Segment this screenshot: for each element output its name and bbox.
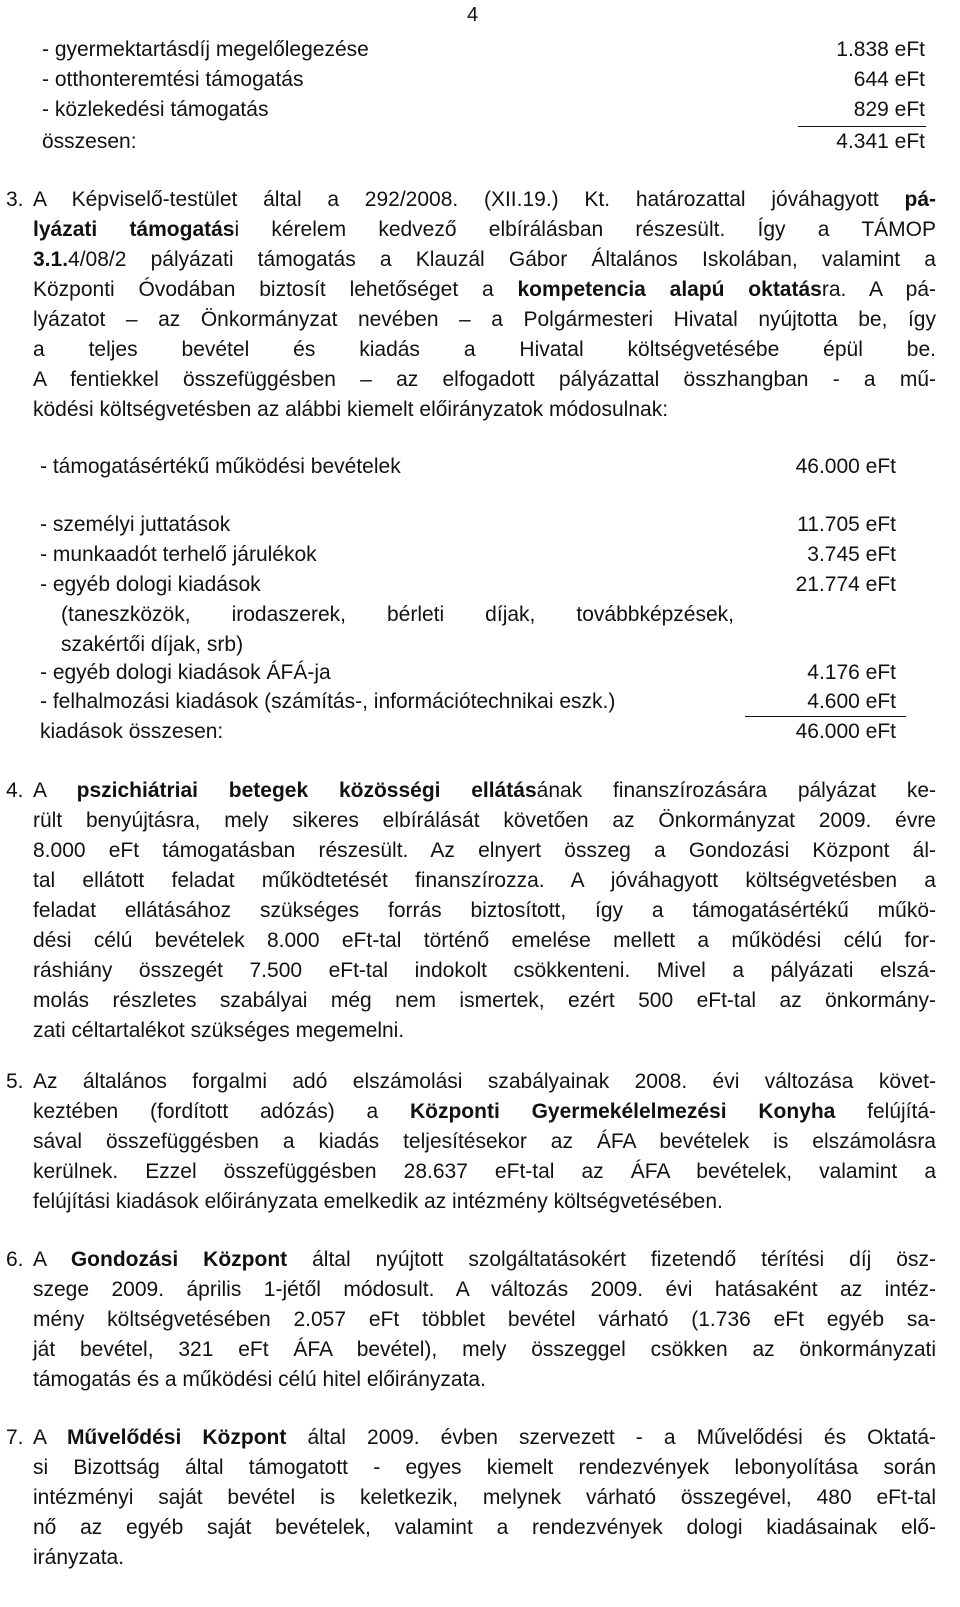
paragraph-line: [33, 836, 936, 866]
text-run: ának finanszírozására pályázat ke-: [536, 779, 936, 802]
text-run: 3.1.: [33, 248, 69, 271]
text-run: zati céltartalékot szükséges megemelni.: [33, 1019, 405, 1042]
text-run: A Képviselő-testület által a 292/2008. (XII.19.) Kt. határozattal jóváhagyott: [33, 188, 905, 211]
list-item-amount: 11.705 eFt: [797, 513, 896, 536]
paragraph-line: [33, 1483, 936, 1513]
paragraph-line: [33, 776, 936, 806]
text-run: irányzata.: [33, 1546, 125, 1569]
paragraph-line: [33, 1305, 936, 1335]
text-run: ját bevétel, 321 eFt ÁFA bevétel), mely összeggel csökken az önkormányzati: [33, 1338, 936, 1361]
text-run: által 2009. évben szervezett - a Művelődési és Oktatá-: [286, 1426, 936, 1449]
text-run: si Bizottság által támogatott - egyes kiemelt rendezvények lebonyolítása során: [33, 1456, 936, 1479]
paragraph-line: [33, 866, 936, 896]
paragraph-line: [33, 1513, 936, 1543]
paragraph-line: [33, 335, 936, 365]
paragraph-line: [33, 1127, 936, 1157]
list-item-amount: 4.176 eFt: [807, 661, 896, 684]
list-item-label: - egyéb dologi kiadások ÁFÁ-ja: [40, 661, 331, 684]
text-run: pá-: [904, 188, 936, 211]
list-item-label: - felhalmozási kiadások (számítás-, információtechnikai eszk.): [40, 690, 616, 713]
section-6-text: [33, 1245, 936, 1395]
list-note: szakértői díjak, srb): [61, 633, 244, 656]
paragraph-line: [33, 185, 936, 215]
text-run: i kérelem kedvező elbírálásban részesült. Így a TÁMOP: [234, 218, 936, 241]
text-run: Művelődési Központ: [66, 1426, 287, 1449]
text-run: 4/08/2 pályázati támogatás a Klauzál Gábor Általános Iskolában, valamint a: [68, 248, 936, 271]
list-item-amount: 3.745 eFt: [807, 543, 896, 566]
paragraph-line: [33, 896, 936, 926]
text-run: intézményi saját bevétel is keletkezik, melynek várható összegével, 480 eFt-tal: [33, 1486, 936, 1509]
list-total-label: összesen:: [42, 130, 137, 153]
paragraph-line: [33, 1157, 936, 1187]
text-run: a teljes bevétel és kiadás a Hivatal költségvetésébe épül be.: [33, 338, 936, 361]
list-note: [61, 600, 734, 630]
text-run: pszichiátriai betegek közösségi ellátás: [76, 779, 537, 802]
text-run: mény költségvetésében 2.057 eFt többlet bevétel várható (1.736 eFt egyéb sa-: [33, 1308, 936, 1331]
text-run: szege 2009. április 1-jétől módosult. A változás 2009. évi hatásaként az intéz-: [33, 1278, 936, 1301]
paragraph-line: [33, 245, 936, 275]
paragraph-line: [33, 275, 936, 305]
text-run: kompetencia alapú oktatás: [517, 278, 822, 301]
list-item-amount: 21.774 eFt: [795, 573, 896, 596]
text-run: Gondozási Központ: [70, 1248, 288, 1271]
section-5-number: 5.: [6, 1070, 24, 1093]
page-number: 4: [467, 4, 479, 26]
text-run: feladat ellátásához szükséges forrás biztosított, így a támogatásértékű műkö-: [33, 899, 936, 922]
list-note-line: (taneszközök, irodaszerek, bérleti díjak, továbbképzések,: [61, 603, 734, 626]
list-total-amount: 46.000 eFt: [795, 720, 896, 743]
list-item-label: - támogatásértékű működési bevételek: [40, 455, 401, 478]
text-run: sával összefüggésben a kiadás teljesítésekor az ÁFA bevételek is elszámolásra: [33, 1130, 936, 1153]
text-run: rült benyújtásra, mely sikeres elbírálását követően az Önkormányzat 2009. évre: [33, 809, 936, 832]
paragraph-line: [33, 806, 936, 836]
text-run: lyázatot – az Önkormányzat nevében – a Polgármesteri Hivatal nyújtotta be, így: [33, 308, 936, 331]
text-run: lyázati támogatás: [33, 218, 235, 241]
section-7-text: [33, 1423, 936, 1573]
paragraph-line: [33, 1016, 936, 1046]
list-total-amount: 4.341 eFt: [836, 130, 925, 153]
paragraph-line: [33, 1187, 936, 1217]
list-item-amount: 644 eFt: [853, 68, 925, 91]
paragraph-line: [33, 1245, 936, 1275]
section-7-number: 7.: [6, 1426, 24, 1449]
text-run: nő az egyéb saját bevételek, valamint a rendezvények dologi kiadásainak elő-: [33, 1516, 936, 1539]
text-run: A fentiekkel összefüggésben – az elfogadott pályázattal összhangban - a mű-: [33, 368, 936, 391]
section-4-number: 4.: [6, 779, 24, 802]
list-item-amount: 4.600 eFt: [807, 690, 896, 713]
list-item-label: - egyéb dologi kiadások: [40, 573, 261, 596]
list-item-label: - munkaadót terhelő járulékok: [40, 543, 317, 566]
text-run: kerülnek. Ezzel összefüggésben 28.637 eFt-tal az ÁFA bevételek, valamint a: [33, 1160, 936, 1183]
paragraph-line: [33, 1275, 936, 1305]
list-total-label: kiadások összesen:: [40, 720, 224, 743]
paragraph-line: [33, 395, 936, 425]
text-run: Központi Óvodában biztosít lehetőséget a: [33, 278, 518, 301]
text-run: A: [33, 1426, 67, 1449]
paragraph-line: [33, 1423, 936, 1453]
paragraph-line: [33, 365, 936, 395]
text-run: dési célú bevételek 8.000 eFt-tal történő emelése mellett a működési célú for-: [33, 929, 936, 952]
paragraph-line: [33, 956, 936, 986]
paragraph-line: [33, 1335, 936, 1365]
section-3-number: 3.: [6, 188, 24, 211]
list-item-label: - gyermektartásdíj megelőlegezése: [42, 38, 369, 61]
list-item-label: - otthonteremtési támogatás: [42, 68, 304, 91]
text-run: keztében (fordított adózás) a: [33, 1100, 410, 1123]
text-run: A: [33, 1248, 71, 1271]
text-run: 8.000 eFt támogatásban részesült. Az elnyert összeg a Gondozási Központ ál-: [33, 839, 936, 862]
text-run: A: [33, 779, 77, 802]
paragraph-line: [33, 1097, 936, 1127]
list-item-amount: 829 eFt: [853, 98, 925, 121]
section-6-number: 6.: [6, 1248, 24, 1271]
paragraph-line: [33, 926, 936, 956]
text-run: által nyújtott szolgáltatásokért fizetendő térítési díj ösz-: [287, 1248, 936, 1271]
text-run: tal ellátott feladat működtetését finanszírozza. A jóváhagyott költségvetésben a: [33, 869, 936, 892]
list-item-label: - közlekedési támogatás: [42, 98, 269, 121]
paragraph-line: [33, 986, 936, 1016]
text-run: felújítási kiadások előirányzata emelkedik az intézmény költségvetésében.: [33, 1190, 723, 1213]
list-item-amount: 1.838 eFt: [836, 38, 925, 61]
list-item-amount: 46.000 eFt: [795, 455, 896, 478]
section-5-text: [33, 1067, 936, 1217]
section-3-text: [33, 185, 936, 425]
section-4-text: [33, 776, 936, 1046]
text-run: ra. A pá-: [821, 278, 937, 301]
paragraph-line: [33, 305, 936, 335]
text-run: Az általános forgalmi adó elszámolási szabályainak 2008. évi változása követ-: [33, 1070, 936, 1093]
paragraph-line: [33, 215, 936, 245]
paragraph-line: [33, 1543, 936, 1573]
paragraph-line: [33, 1067, 936, 1097]
text-run: támogatás és a működési célú hitel előirányzata.: [33, 1368, 486, 1391]
paragraph-line: [33, 1365, 936, 1395]
text-run: ködési költségvetésben az alábbi kiemelt előirányzatok módosulnak:: [33, 398, 669, 421]
list-item-label: - személyi juttatások: [40, 513, 231, 536]
text-run: molás részletes szabályai még nem ismertek, ezért 500 eFt-tal az önkormány-: [33, 989, 936, 1012]
paragraph-line: [33, 1453, 936, 1483]
text-run: ráshiány összegét 7.500 eFt-tal indokolt csökkenteni. Mivel a pályázati elszá-: [33, 959, 936, 982]
text-run: Központi Gyermekélelmezési Konyha: [409, 1100, 836, 1123]
text-run: felújítá-: [835, 1100, 936, 1123]
